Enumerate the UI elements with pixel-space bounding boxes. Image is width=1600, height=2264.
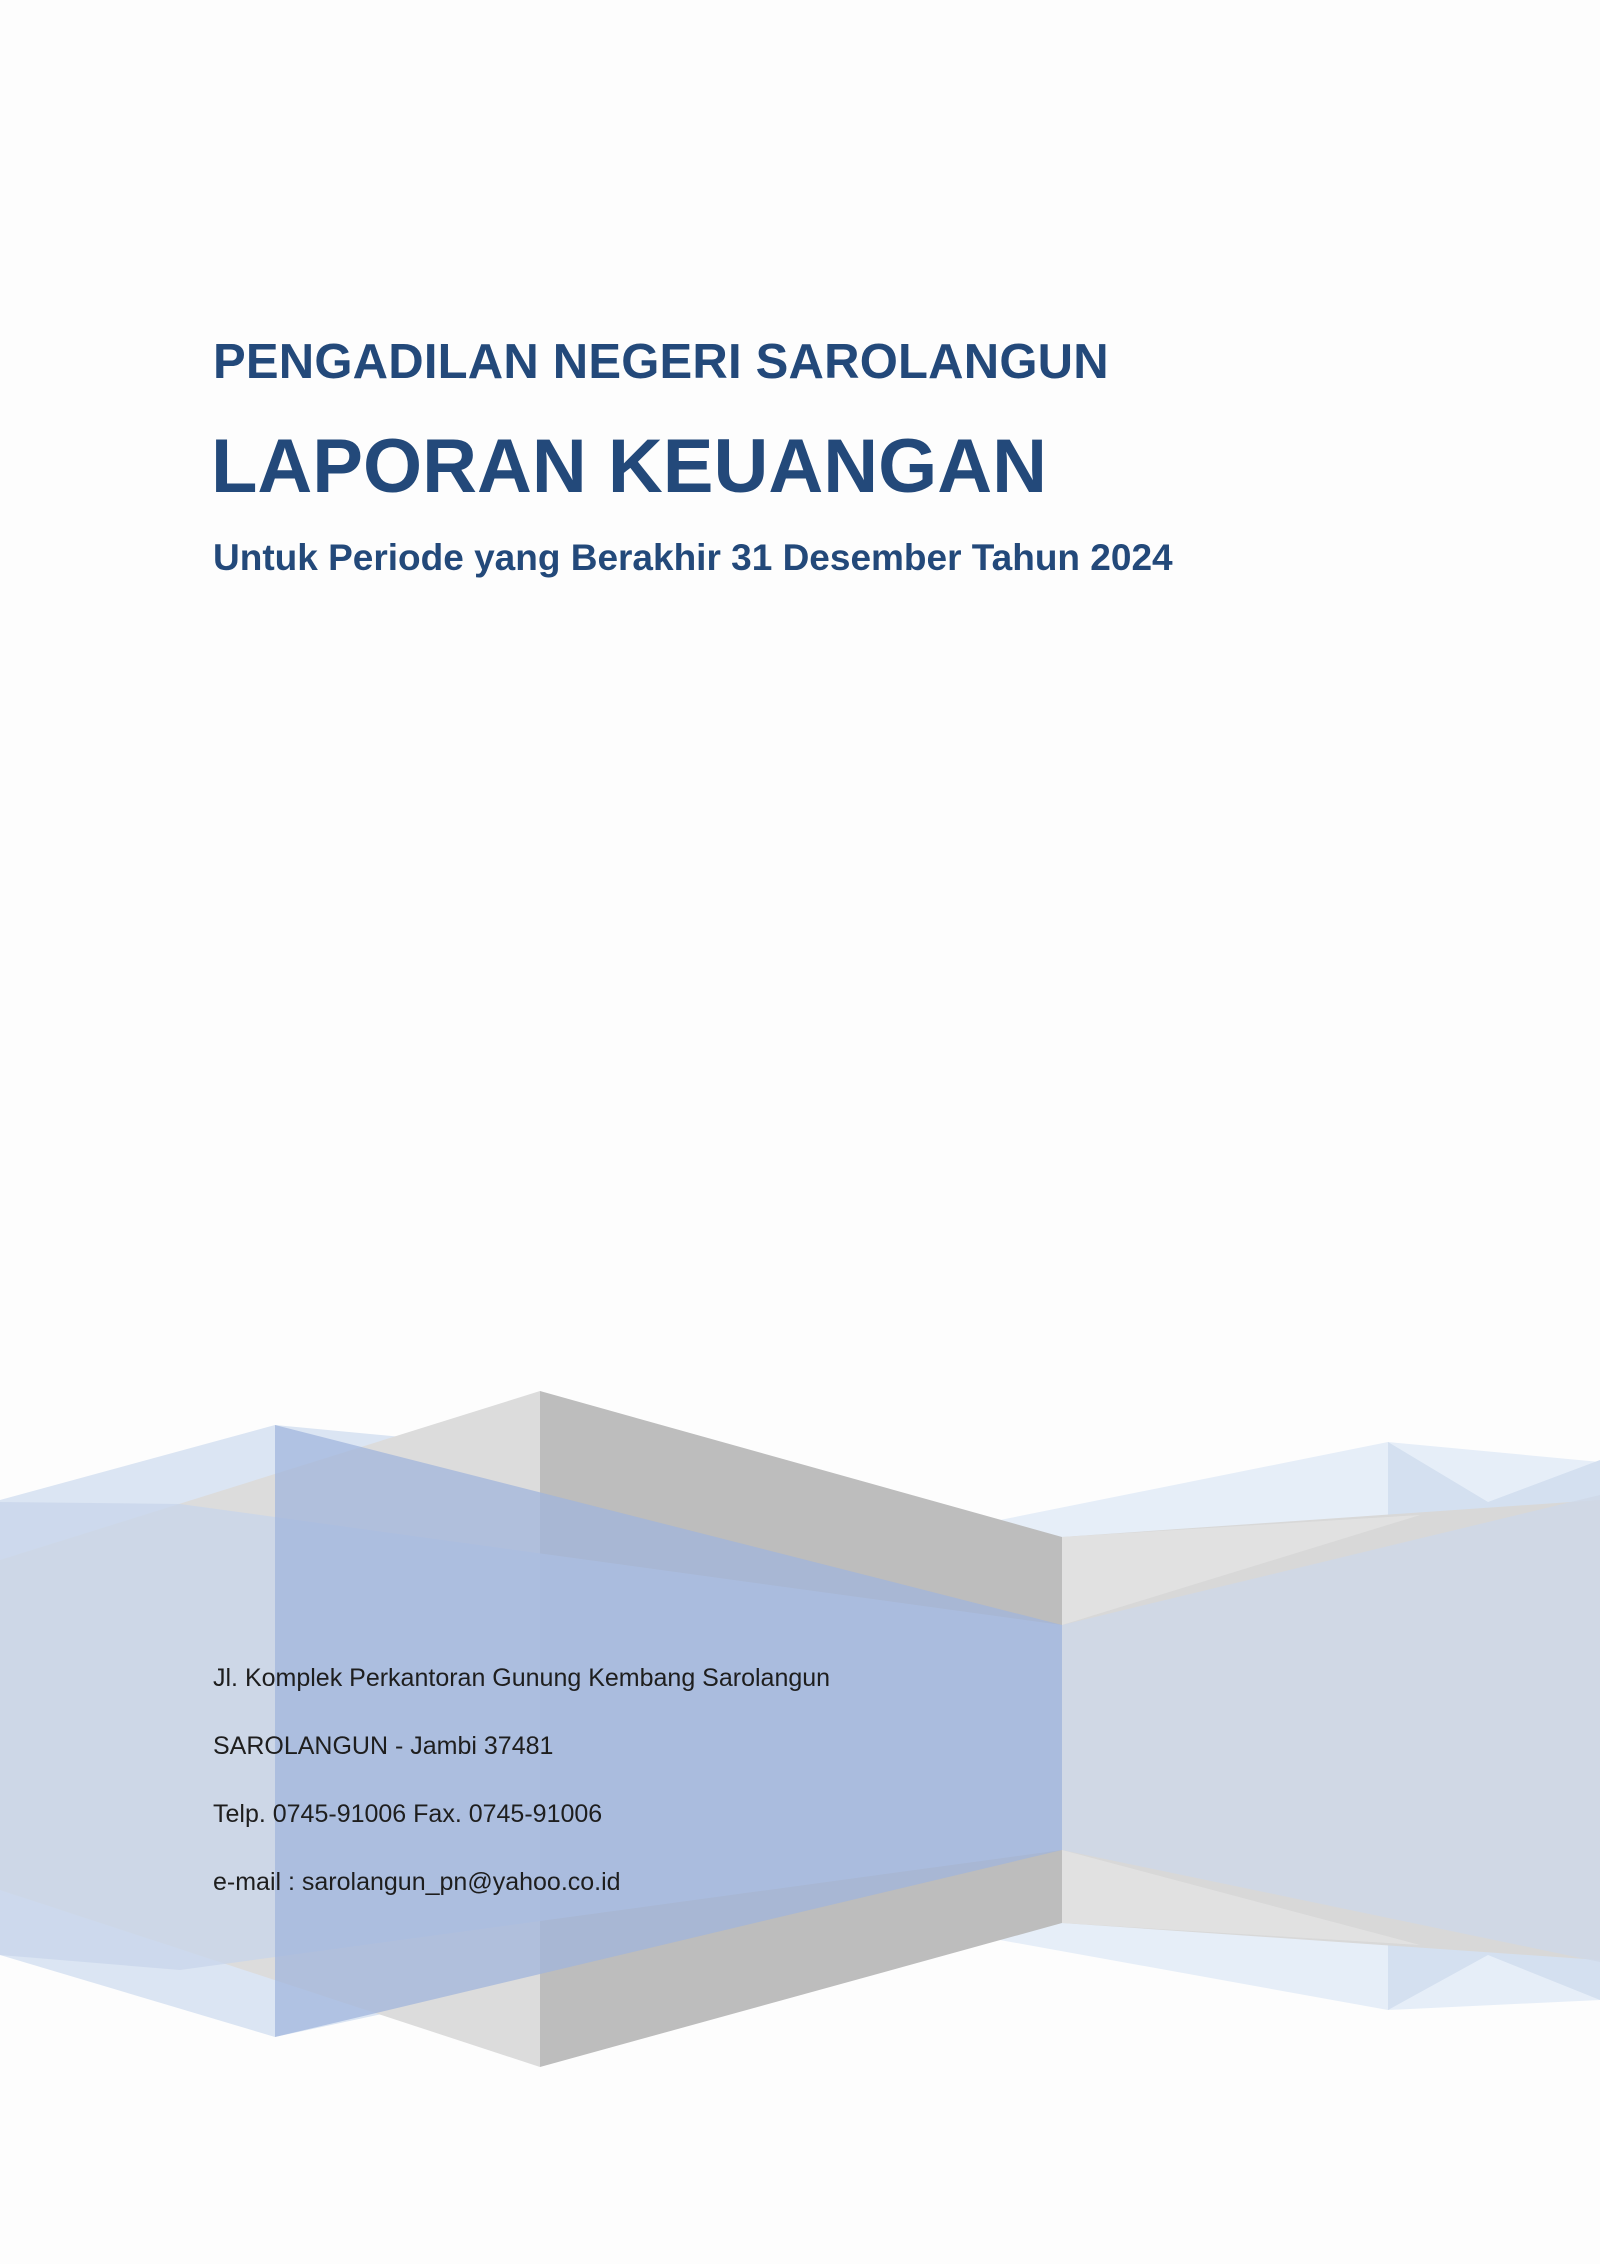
address-street: Jl. Komplek Perkantoran Gunung Kembang Sarolangun: [213, 1664, 831, 1692]
decorative-banner-graphic: [0, 1380, 1600, 2080]
report-period: Untuk Periode yang Berakhir 31 Desember Tahun 2024: [213, 537, 1173, 578]
contact-email: e-mail : sarolangun_pn@yahoo.co.id: [213, 1868, 621, 1896]
report-title: LAPORAN KEUANGAN: [211, 424, 1047, 509]
contact-phone-fax: Telp. 0745-91006 Fax. 0745-91006: [213, 1800, 603, 1828]
institution-name: PENGADILAN NEGERI SAROLANGUN: [213, 335, 1109, 389]
address-city: SAROLANGUN - Jambi 37481: [213, 1732, 554, 1760]
